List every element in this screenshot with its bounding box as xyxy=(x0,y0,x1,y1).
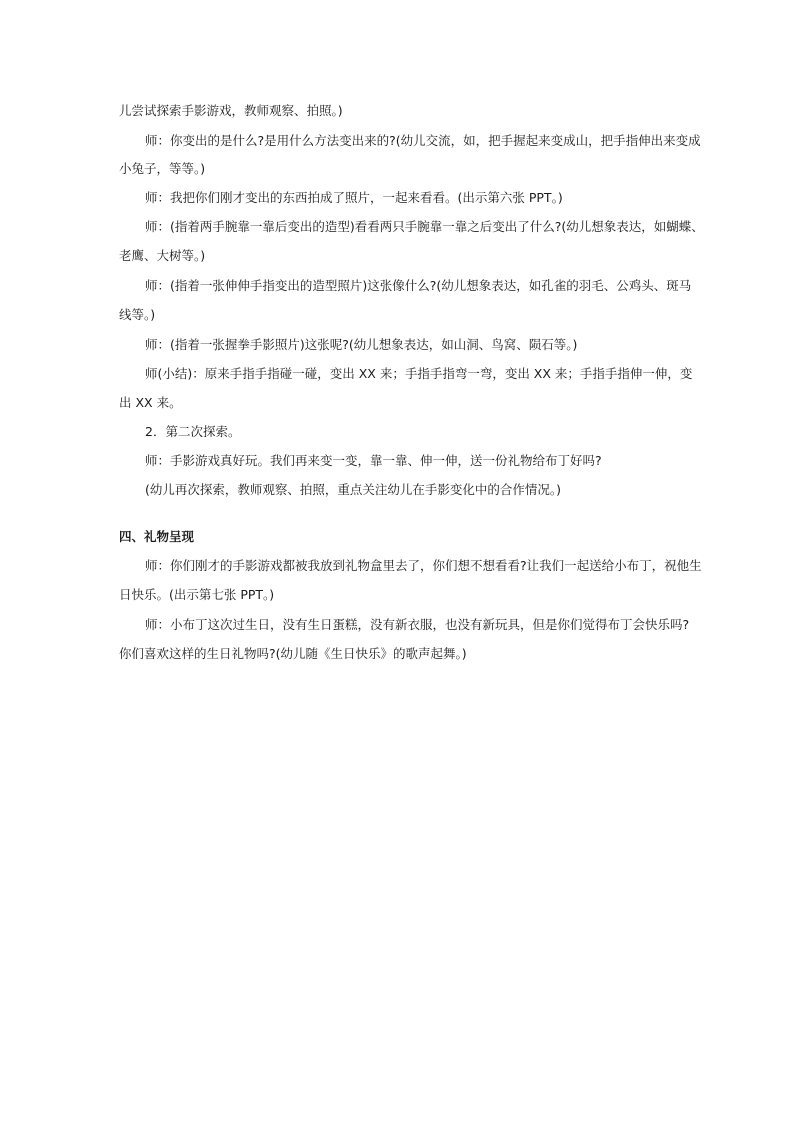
paragraph-line: 师：(指着一张伸伸手指变出的造型照片)这张像什么?(幼儿想象表达，如孔雀的羽毛、公鸡头、斑马 xyxy=(145,278,692,293)
paragraph-line: 师：手影游戏真好玩。我们再来变一变，靠一靠、伸一伸，送一份礼物给布丁好吗? xyxy=(145,453,602,468)
paragraph-line: 出 XX 来。 xyxy=(119,395,182,410)
paragraph-line: 师：我把你们刚才变出的东西拍成了照片，一起来看看。(出示第六张 PPT。) xyxy=(145,190,563,205)
paragraph-line: 日快乐。(出示第七张 PPT。) xyxy=(119,587,275,602)
paragraph-line: 线等。) xyxy=(119,307,156,322)
paragraph-line: (幼儿再次探索，教师观察、拍照，重点关注幼儿在手影变化中的合作情况。) xyxy=(145,482,562,497)
paragraph-line: 师：(指着一张握拳手影照片)这张呢?(幼儿想象表达，如山洞、鸟窝、陨石等。) xyxy=(145,337,578,352)
paragraph-line: 老鹰、大树等。) xyxy=(119,248,206,263)
section-heading: 四、礼物呈现 xyxy=(119,529,195,544)
paragraph-line: 师：你们刚才的手影游戏都被我放到礼物盒里去了，你们想不想看看?让我们一起送给小布丁，祝他生 xyxy=(145,558,702,573)
paragraph-line: 儿尝试探索手影游戏，教师观察、拍照。) xyxy=(119,103,343,118)
paragraph-line: 师：(指着两手腕靠一靠后变出的造型)看看两只手腕靠一靠之后变出了什么?(幼儿想象表达，如蝴蝶、 xyxy=(145,219,704,234)
paragraph-line: 小兔子，等等。) xyxy=(119,161,206,176)
paragraph-line: 你们喜欢这样的生日礼物吗?(幼儿随《生日快乐》的歌声起舞。) xyxy=(119,646,467,661)
paragraph-line: 师(小结)：原来手指手指碰一碰，变出 XX 来；手指手指弯一弯，变出 XX 来；手指手指伸一伸，变 xyxy=(145,366,693,381)
paragraph-line: 2．第二次探索。 xyxy=(145,424,241,439)
paragraph-line: 师：你变出的是什么?是用什么方法变出来的?(幼儿交流，如，把手握起来变成山，把手指伸出来变成 xyxy=(145,133,701,148)
paragraph-line: 师：小布丁这次过生日，没有生日蛋糕，没有新衣服，也没有新玩具，但是你们觉得布丁会快乐吗? xyxy=(145,617,690,632)
